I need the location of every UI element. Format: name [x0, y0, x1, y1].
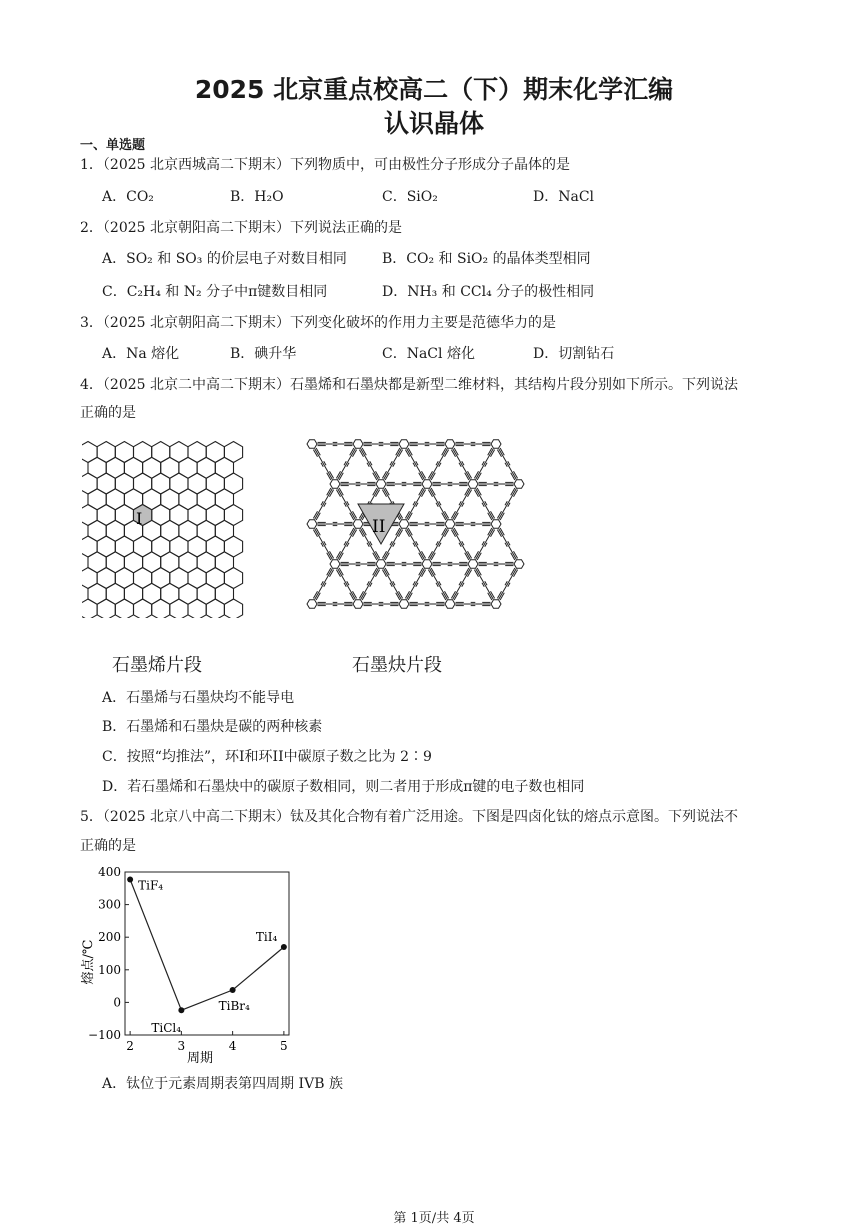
- q3-option-a: A．Na 熔化: [102, 346, 180, 362]
- q1-stem: 1．（2025 北京西城高二下期末）下列物质中，可由极性分子形成分子晶体的是: [80, 157, 570, 173]
- graphene-hexagon: [82, 442, 97, 463]
- graphene-hexagon: [115, 599, 133, 618]
- graphdiyne-caption: 石墨炔片段: [352, 655, 442, 676]
- q1-option-b: B．H₂O: [230, 189, 284, 205]
- y-tick-label: 200: [98, 930, 121, 945]
- benzene-node: [353, 440, 363, 449]
- q3-option-c: C．NaCl 熔化: [382, 346, 475, 362]
- diyne-link: [405, 448, 425, 480]
- q2-option-a: A．SO₂ 和 SO₃ 的价层电子对数目相同: [102, 251, 347, 267]
- diyne-link: [364, 442, 399, 445]
- diyne-link: [382, 448, 402, 480]
- diyne-link: [410, 602, 445, 605]
- diyne-link: [428, 448, 448, 480]
- q1-option-d: D．NaCl: [533, 189, 595, 205]
- benzene-node: [307, 600, 317, 609]
- q4-option-c: C．按照“均推法”，环I和环II中碳原子数之比为 2∶9: [102, 749, 432, 765]
- benzene-node: [514, 560, 524, 569]
- q4-option-a: A．石墨烯与石墨炔均不能导电: [102, 690, 295, 706]
- graphene-hexagon: [82, 599, 97, 618]
- diyne-link: [479, 562, 514, 565]
- diyne-link: [497, 448, 517, 480]
- diyne-link: [318, 522, 353, 525]
- q2-option-d: D．NH₃ 和 CCl₄ 分子的极性相同: [382, 284, 595, 300]
- diyne-link: [405, 488, 425, 520]
- q2-option-c: C．C₂H₄ 和 N₂ 分子中π键数目相同: [102, 284, 328, 300]
- diyne-link: [405, 568, 425, 600]
- diyne-link: [336, 528, 356, 560]
- q1-option-a: A．CO₂: [102, 189, 154, 205]
- diyne-link: [336, 488, 356, 520]
- q1-option-c: C．SiO₂: [382, 189, 438, 205]
- ring-i-label: I: [136, 509, 143, 528]
- data-point: [230, 987, 236, 993]
- graphene-hexagon: [134, 599, 152, 618]
- diyne-link: [336, 448, 356, 480]
- graphene-hexagon: [82, 568, 97, 589]
- q5-stem-line2: 正确的是: [80, 838, 136, 854]
- point-label: TiF₄: [138, 878, 164, 893]
- diyne-link: [410, 442, 445, 445]
- graphene-caption: 石墨烯片段: [112, 655, 202, 676]
- section-heading: 一、单选题: [80, 138, 146, 153]
- page-subtitle: 认识晶体: [383, 109, 484, 138]
- benzene-node: [376, 560, 386, 569]
- benzene-node: [353, 600, 363, 609]
- ring-ii-label: II: [372, 517, 386, 537]
- diyne-link: [359, 568, 379, 600]
- y-tick-label: 100: [98, 962, 121, 977]
- diyne-link: [410, 522, 445, 525]
- diyne-link: [313, 528, 333, 560]
- x-tick-label: 5: [280, 1039, 288, 1053]
- benzene-node: [514, 480, 524, 489]
- benzene-node: [307, 440, 317, 449]
- graphene-hexagon: [152, 599, 170, 618]
- q5-stem-line1: 5．（2025 北京八中高二下期末）钛及其化合物有着广泛用途。下图是四卤化钛的熔点示意图。下列说法不: [80, 809, 738, 825]
- page-footer: 第 1页/共 4页: [393, 1211, 475, 1226]
- benzene-node: [330, 560, 340, 569]
- graphene-hexagon: [82, 505, 97, 526]
- diyne-link: [387, 482, 422, 485]
- point-label: TiBr₄: [218, 999, 250, 1014]
- benzene-node: [445, 600, 455, 609]
- graphene-figure: [82, 440, 244, 618]
- benzene-node: [491, 440, 501, 449]
- benzene-node: [468, 480, 478, 489]
- diyne-link: [456, 602, 491, 605]
- q4-stem-line1: 4．（2025 北京二中高二下期末）石墨烯和石墨炔都是新型二维材料，其结构片段分别如下所示。下列说法: [80, 377, 738, 393]
- y-axis-label: 熔点/℃: [81, 939, 96, 985]
- x-tick-label: 4: [228, 1039, 237, 1053]
- benzene-node: [445, 520, 455, 529]
- q5-option-a: A．钛位于元素周期表第四周期 IVB 族: [102, 1076, 343, 1092]
- q4-stem-line2: 正确的是: [80, 405, 136, 421]
- data-point: [281, 944, 287, 950]
- diyne-link: [364, 602, 399, 605]
- diyne-link: [451, 568, 471, 600]
- diyne-link: [405, 528, 425, 560]
- diyne-link: [387, 562, 422, 565]
- diyne-link: [313, 488, 333, 520]
- diyne-link: [336, 568, 356, 600]
- diyne-link: [341, 482, 376, 485]
- benzene-node: [330, 480, 340, 489]
- diyne-link: [433, 562, 468, 565]
- diyne-link: [497, 568, 517, 600]
- benzene-node: [468, 560, 478, 569]
- benzene-node: [399, 600, 409, 609]
- benzene-node: [399, 440, 409, 449]
- benzene-node: [491, 600, 501, 609]
- diyne-link: [474, 568, 494, 600]
- diyne-link: [451, 488, 471, 520]
- diyne-link: [313, 448, 333, 480]
- diyne-link: [313, 568, 333, 600]
- y-tick-label: 0: [113, 995, 121, 1010]
- diyne-link: [382, 568, 402, 600]
- x-tick-label: 2: [126, 1039, 134, 1053]
- benzene-node: [422, 560, 432, 569]
- benzene-node: [399, 520, 409, 529]
- plot-frame: [125, 872, 289, 1035]
- diyne-link: [318, 442, 353, 445]
- y-tick-label: 300: [98, 897, 121, 912]
- series-line: [130, 879, 284, 1010]
- graphene-hexagon: [82, 473, 97, 494]
- diyne-link: [497, 488, 517, 520]
- diyne-link: [428, 568, 448, 600]
- diyne-link: [433, 482, 468, 485]
- benzene-node: [422, 480, 432, 489]
- y-tick-label: 400: [98, 865, 121, 879]
- graphene-hexagon: [224, 599, 242, 618]
- diyne-link: [474, 488, 494, 520]
- graphdiyne-figure: [296, 432, 528, 632]
- diyne-link: [359, 448, 379, 480]
- graphene-hexagon: [206, 599, 224, 618]
- x-axis-label: 周期: [186, 1051, 214, 1066]
- x-tick-label: 3: [177, 1039, 186, 1053]
- data-point: [127, 876, 133, 882]
- point-label: TiI₄: [255, 929, 278, 944]
- graphene-hexagon: [97, 599, 115, 618]
- q3-option-d: D．切割钻石: [533, 346, 615, 362]
- diyne-link: [451, 448, 471, 480]
- graphene-hexagon: [82, 536, 97, 557]
- q2-option-b: B．CO₂ 和 SiO₂ 的晶体类型相同: [382, 251, 591, 267]
- benzene-node: [353, 520, 363, 529]
- q3-option-b: B．碘升华: [230, 346, 297, 362]
- diyne-link: [479, 482, 514, 485]
- diyne-link: [474, 448, 494, 480]
- diyne-link: [456, 442, 491, 445]
- q3-stem: 3．（2025 北京朝阳高二下期末）下列变化破坏的作用力主要是范德华力的是: [80, 315, 556, 331]
- diyne-link: [428, 528, 448, 560]
- page-title: 2025 北京重点校高二（下）期末化学汇编: [194, 75, 674, 104]
- diyne-link: [497, 528, 517, 560]
- graphene-hexagon: [170, 599, 188, 618]
- data-point: [178, 1007, 184, 1013]
- diyne-link: [318, 602, 353, 605]
- q2-stem: 2．（2025 北京朝阳高二下期末）下列说法正确的是: [80, 220, 402, 236]
- diyne-link: [451, 528, 471, 560]
- point-label: TiCl₄: [151, 1021, 182, 1036]
- q4-option-d: D．若石墨烯和石墨炔中的碳原子数相同，则二者用于形成π键的电子数也相同: [102, 779, 585, 795]
- benzene-node: [445, 440, 455, 449]
- benzene-node: [307, 520, 317, 529]
- benzene-node: [491, 520, 501, 529]
- diyne-link: [428, 488, 448, 520]
- benzene-node: [376, 480, 386, 489]
- diyne-link: [456, 522, 491, 525]
- q4-option-b: B．石墨烯和石墨炔是碳的两种核素: [102, 719, 323, 735]
- diyne-link: [341, 562, 376, 565]
- diyne-link: [474, 528, 494, 560]
- y-tick-label: −100: [88, 1028, 121, 1042]
- melting-point-chart: [78, 862, 303, 1070]
- graphene-hexagon: [188, 599, 206, 618]
